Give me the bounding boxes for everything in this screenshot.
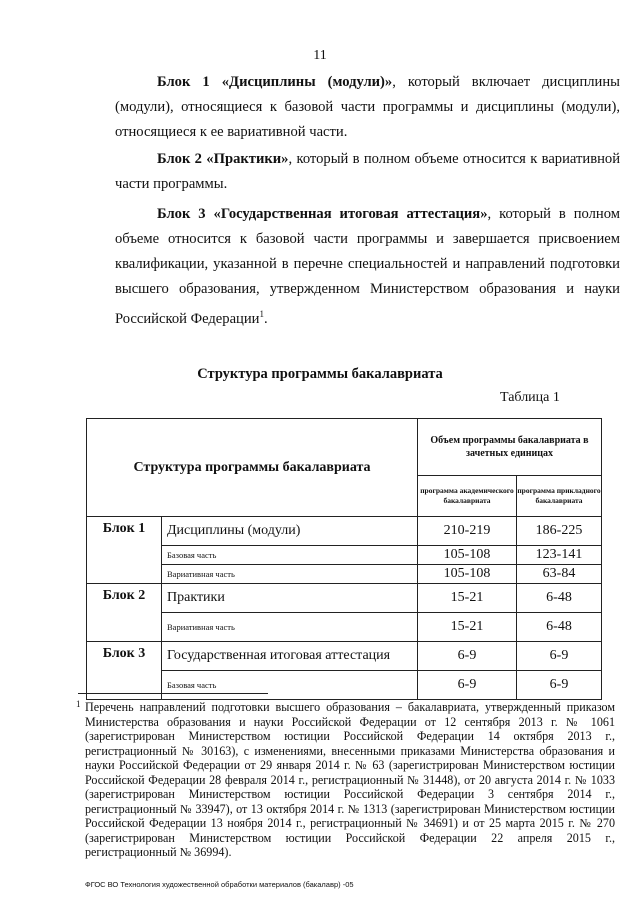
academic-value: 6-9 xyxy=(418,642,517,671)
page-number: 11 xyxy=(313,48,327,63)
academic-value: 105-108 xyxy=(418,546,517,565)
paragraph-block-2 xyxy=(115,147,620,197)
footnote-divider xyxy=(78,693,268,694)
applied-value: 123-141 xyxy=(517,546,602,565)
applied-value: 186-225 xyxy=(517,517,602,546)
program-structure-table xyxy=(86,418,602,700)
row-name: Государственная итоговая аттестация xyxy=(162,642,418,671)
row-name: Базовая часть xyxy=(162,671,418,700)
row-name: Дисциплины (модули) xyxy=(162,517,418,546)
paragraph-block-1 xyxy=(115,70,620,145)
row-name: Вариативная часть xyxy=(162,565,418,584)
academic-value: 210-219 xyxy=(418,517,517,546)
table-header-applied: программа прикладного бакалавриата xyxy=(517,476,602,517)
applied-value: 6-9 xyxy=(517,642,602,671)
table-row xyxy=(87,584,602,613)
applied-value: 6-48 xyxy=(517,584,602,613)
table-row xyxy=(87,565,602,584)
table-header-volume: Объем программы бакалавриата в зачетных единицах xyxy=(418,419,602,476)
paragraph-1-heading: Блок 1 «Дисциплины (модули)» xyxy=(157,74,393,90)
paragraph-3-heading: Блок 3 «Государственная итоговая аттестация» xyxy=(157,206,488,222)
table-row xyxy=(87,546,602,565)
row-name: Практики xyxy=(162,584,418,613)
table-label: Таблица 1 xyxy=(500,390,560,405)
table-row xyxy=(87,517,602,546)
row-name: Базовая часть xyxy=(162,546,418,565)
table-row xyxy=(87,671,602,700)
paragraph-2-text: , который в полном объеме относится к вариативной части программы. xyxy=(115,151,621,192)
footnote-mark: 1 xyxy=(76,699,81,709)
table-title: Структура программы бакалавриата xyxy=(197,366,443,382)
academic-value: 105-108 xyxy=(418,565,517,584)
footnote-text: Перечень направлений подготовки высшего образования – бакалавриата, утвержденный приказом Министерства образования и науки Российской Федерации от 12 сентября 2013 г. № 1061 (зарегистрирован Министерством юстиции Российской Федерации 14 октября 2013 г., регистрационный № 30163), с изменениями, внесенными приказами Министерства образования и науки Российской Федерации от 29 января 2014 г. № 63 (зарегистрирован Министерством юстиции Российской Федерации 28 февраля 2014 г., регистрационный № 31448), от 20 августа 2014 г. № 1033 (зарегистрирован Министерством юстиции Российской Федерации 3 сентября 2014 г., регистрационный № 33947), от 13 октября 2014 г. № 1313 (зарегистрирован Министерством юстиции Российской Федерации 13 ноября 2014 г., регистрационный № 34691) и от 25 марта 2015 г. № 270 (зарегистрирован Министерством юстиции Российской Федерации 22 апреля 2015 г., регистрационный № 36994). xyxy=(85,700,615,859)
footnote-reference: 1 xyxy=(259,309,264,319)
footnote xyxy=(76,699,615,860)
table-header-academic: программа академического бакалавриата xyxy=(418,476,517,517)
applied-value: 6-9 xyxy=(517,671,602,700)
block-label: Блок 3 xyxy=(87,642,162,700)
paragraph-block-3: Блок 3 «Государственная итоговая аттестация», который в полном объеме относится к базовой части программы и завершается присвоением квалификации, указанной в перечне специальностей и направлений подготовки высшего образования, утвержденном Министерством образования и науки Российской Федерации$^1$. xyxy=(115,206,620,327)
table-row xyxy=(87,613,602,642)
table-row xyxy=(87,642,602,671)
paragraph-2-heading: Блок 2 «Практики» xyxy=(157,151,289,167)
academic-value: 15-21 xyxy=(418,613,517,642)
academic-value: 15-21 xyxy=(418,584,517,613)
academic-value: 6-9 xyxy=(418,671,517,700)
paragraph-1-text: , который включает дисциплины (модули), относящиеся к базовой части программы и дисциплины (модули), относящиеся к ее вариативной части. xyxy=(115,74,620,140)
page-footer: ФГОС ВО Технология художественной обработки материалов (бакалавр) -05 xyxy=(85,880,354,889)
applied-value: 63-84 xyxy=(517,565,602,584)
paragraph-3-text: , который в полном объеме относится к базовой части программы и завершается присвоением квалификации, указанной в перечне специальностей и направлений подготовки высшего образования, утвержденном Министерством образования и науки Российской Федерации xyxy=(115,206,620,327)
block-label: Блок 1 xyxy=(87,517,162,584)
block-label: Блок 2 xyxy=(87,584,162,642)
applied-value: 6-48 xyxy=(517,613,602,642)
table-header-structure: Структура программы бакалавриата xyxy=(87,419,418,517)
row-name: Вариативная часть xyxy=(162,613,418,642)
